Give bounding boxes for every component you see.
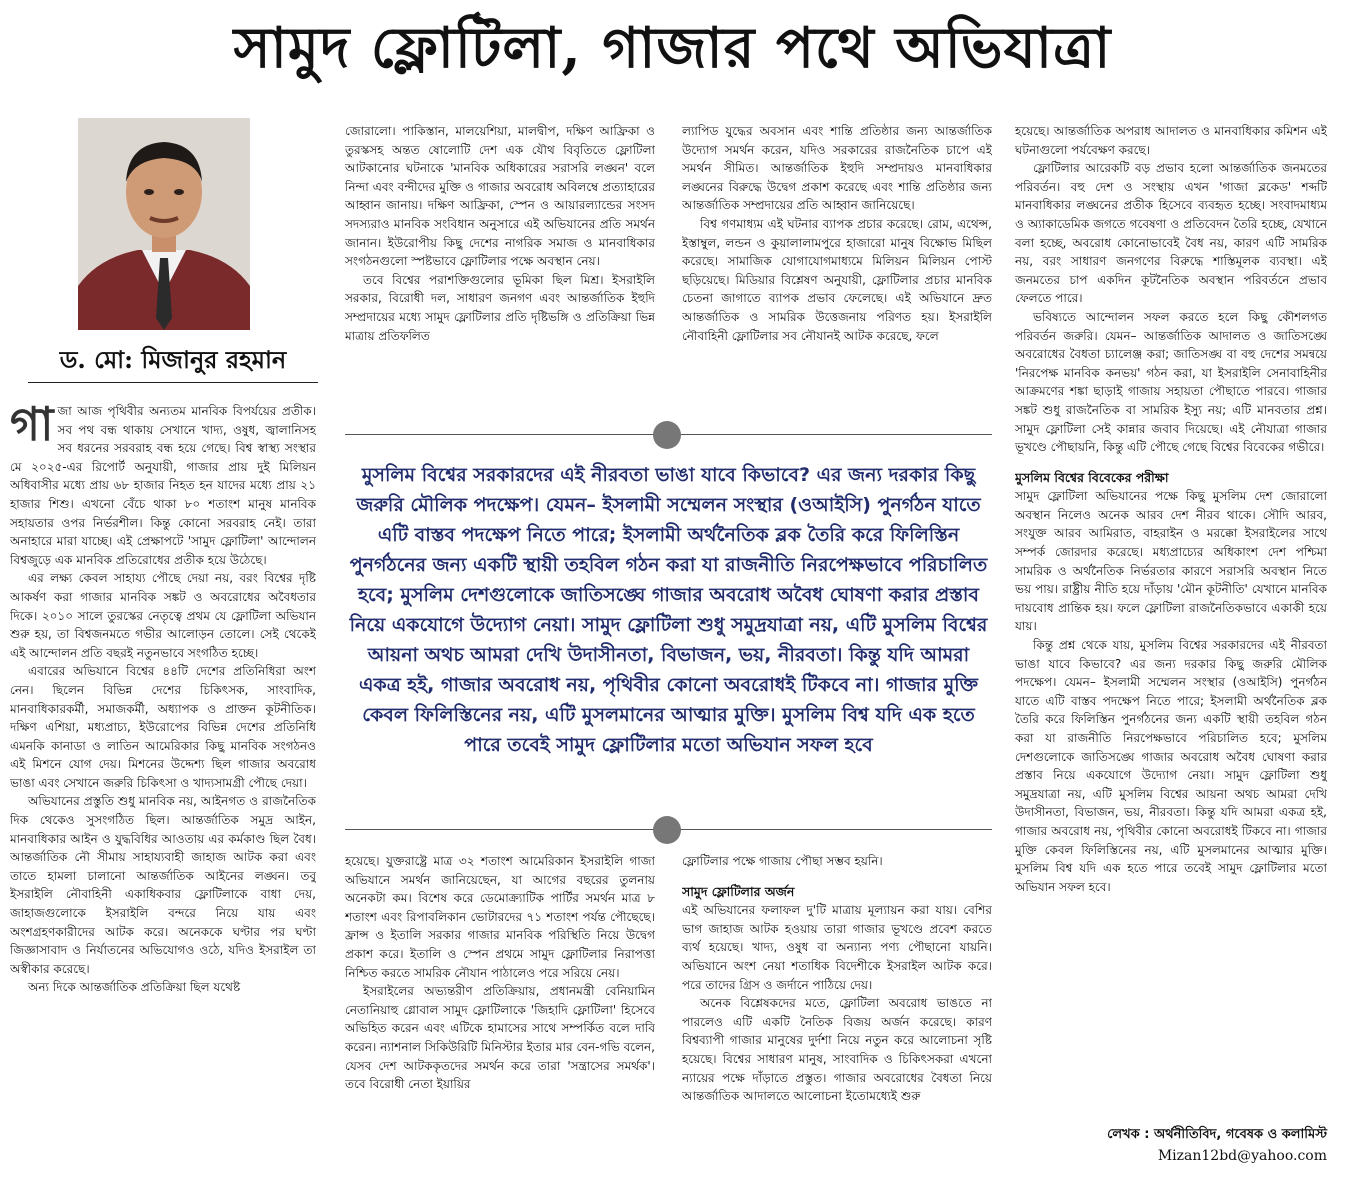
section-heading: মুসলিম বিশ্বের বিবেকের পরীক্ষা — [1015, 469, 1169, 485]
column-1 — [10, 402, 316, 1157]
divider-dot-icon — [653, 816, 681, 844]
divider-dot-icon — [653, 421, 681, 449]
paragraph: ফ্লোটিলার পক্ষে গাজায় পৌছা সম্ভব হয়নি। — [682, 854, 883, 868]
paragraph: কিন্তু প্রশ্ন থেকে যায়, মুসলিম বিশ্বের সরকারদের এই নীরবতা ভাঙা যাবে কিভাবে? এর জন্য দরকার কিছু জরুরি মৌলিক পদক্ষেপ। যেমন– ইসলামী সম্মেলন সংস্থার (ওআইসি) পুনর্গঠন যাতে এটি বাস্তব পদক্ষেপ নিতে পারে; ইসলামী অর্থনৈতিক ব্লক তৈরি করে ফিলিস্তিন পুনর্গঠনের জন্য একটি স্থায়ী তহবিল গঠন করা যা রাজনীতি নিরপেক্ষভাবে পরিচালিত হবে; মুসলিম দেশগুলোকে জাতিসঙ্ঘে গাজার অবরোধ অবৈধ ঘোষণা করার প্রস্তাব নিয়ে একযোগে উদ্যোগ নেয়া। সামুদ ফ্লোটিলা শুধু সমুদ্রযাত্রা নয়, এটি মুসলিম বিশ্বের আয়না অথচ আমরা দেখি উদাসীনতা, বিভাজন, ভয়, নীরবতা। কিন্তু যদি আমরা একত্র হই, গাজার অবরোধ নয়, পৃথিবীর কোনো অবরোধই টিকবে না। গাজার মুক্তি কেবল ফিলিস্তিনের নয়, এটি মুসলমানের আত্মার মুক্তি। মুসলিম বিশ্ব যদি এক হতে পারে তবেই সামুদ ফ্লোটিলার মতো অভিযান সফল হবে। — [1015, 638, 1327, 894]
paragraph: জোরালো। পাকিস্তান, মালয়েশিয়া, মালদ্বীপ, দক্ষিণ আফ্রিকা ও তুরস্কসহ অন্তত ষোলোটি দেশ এক যৌথ বিবৃতিতে ফ্লোটিলা আটকানোর ঘটনাকে 'মানবিক অধিকারের সরাসরি লঙ্ঘন' বলে নিন্দা এবং বন্দীদের মুক্তি ও গাজার অবরোধ অবিলম্বে প্রত্যাহারের আহ্বান জানায়। দক্ষিণ আফ্রিকা, স্পেন ও আয়ারল্যান্ডের সংসদ সদস্যরাও মানবিক সংবিধান অনুসারে এই অভিযানের প্রতি সমর্থন জানান। ইউরোপীয় কিছু দেশের নাগরিক সমাজ ও মানবাধিকার সংগঠনগুলো স্পষ্টভাবে ফ্লোটিলার পক্ষে অবস্থান নেয়। — [345, 124, 655, 269]
paragraph: অনেক বিশ্লেষকদের মতে, ফ্লোটিলা অবরোধ ভাঙতে না পারলেও এটি একটি নৈতিক বিজয় অর্জন করেছে। কারণ বিশ্বব্যাপী গাজার মানুষের দুর্দশা নিয়ে নতুন করে আলোচনা সৃষ্টি হয়েছে। বিশ্বের সাধারণ মানুষ, সাংবাদিক ও চিকিৎসকরা এখনো ন্যায়ের পক্ষে দাঁড়াতে প্রস্তুত। গাজার অবরোধের বৈধতা নিয়ে আন্তর্জাতিক আদালতে আলোচনা ইতোমধ্যেই শুরু — [682, 996, 992, 1104]
paragraph: ফ্লোটিলার আরেকটি বড় প্রভাব হলো আন্তর্জাতিক জনমতের পরিবর্তন। বহু দেশ ও সংস্থায় এখন 'গাজা ব্লকেড' শব্দটি মানবাধিকার লঙ্ঘনের প্রতীক হিসেবে ব্যবহৃত হচ্ছে। সংবাদমাধ্যম ও অ্যাকাডেমিক জগতে গবেষণা ও প্রতিবেদন তৈরি হচ্ছে, যেখানে বলা হচ্ছে, অবরোধ কোনোভাবেই বৈধ নয়, কারণ এটি সামরিক নয়, বরং সাধারণ জনগণের বিরুদ্ধে শাস্তিমূলক ব্যবস্থা। এই জনমতের চাপ একদিন কূটনৈতিক অবস্থান পরিবর্তনে প্রভাব ফেলতে পারে। — [1015, 161, 1327, 306]
author-email: Mizan12bd@yahoo.com — [1157, 1148, 1327, 1164]
author-byline: ড. মো: মিজানুর রহমান — [28, 342, 318, 383]
drop-cap: গা — [10, 402, 54, 451]
paragraph: তবে বিশ্বের পরাশক্তিগুলোর ভূমিকা ছিল মিশ্র। ইসরাইলি সরকার, বিরোধী দল, সাধারণ জনগণ এবং আন্তর্জাতিক ইহুদি সম্প্রদায়ের মধ্যে সামুদ ফ্লোটিলার প্রতি দৃষ্টিভঙ্গি ও প্রতিক্রিয়া ভিন্ন মাত্রায় প্রতিফলিত — [345, 272, 655, 343]
paragraph: বিশ্ব গণমাধ্যম এই ঘটনার ব্যাপক প্রচার করেছে। রোম, এথেন্স, ইস্তাম্বুল, লন্ডন ও কুয়ালালামপুরে হাজারো মানুষ বিক্ষোভ মিছিল করেছে। সামাজিক যোগাযোগমাধ্যমে মিলিয়ন মিলিয়ন পোস্ট ছড়িয়েছে। মিডিয়ার বিশ্লেষণ অনুযায়ী, ফ্লোটিলার প্রচার মানবিক চেতনা জাগাতে ব্যাপক প্রভাব ফেলেছে। এই অভিযানে দ্রুত আন্তর্জাতিক ও সামরিক উত্তেজনায় পরিণত হয়। ইসরাইলি নৌবাহিনী ফ্লোটিলার সব নৌযানই আটক করেছে, ফলে — [682, 216, 992, 343]
column-2-bottom — [345, 852, 655, 1162]
paragraph: ইসরাইলের অভ্যন্তরীণ প্রতিক্রিয়ায়, প্রধানমন্ত্রী বেনিয়ামিন নেতানিয়াহু গ্লোবাল সামুদ ফ্লোটিলাকে 'জিহাদি ফ্লোটিলা' হিসেবে অভিহিত করেন এবং এটিকে হামাসের সাথে সম্পর্কিত বলে দাবি করেন। ন্যাশনাল সিকিউরিটি মিনিস্টার ইতার মার বেন-গভি বলেন, যেসব দেশ আটককৃতদের সমর্থন করে তারা 'সন্ত্রাসের সমর্থক'। তবে বিরোধী নেতা ইয়ায়ির — [345, 984, 655, 1092]
paragraph-text: জা আজ পৃথিবীর অন্যতম মানবিক বিপর্যয়ের প্রতীক। সব পথ বন্ধ থাকায় সেখানে খাদ্য, ওষুধ, জ্বালানিসহ সব ধরনের সরবরাহ বন্ধ হয়ে গেছে। বিশ্ব স্বাস্থ্য সংস্থার মে ২০২৫-এর রিপোর্ট অনুযায়ী, গাজার প্রায় দুই মিলিয়ন অধিবাসীর মধ্যে প্রায় ৬৮ হাজার নিহত হন যাদের মধ্যে প্রায় ২১ হাজার শিশু। এখনো বেঁচে থাকা ৮০ শতাংশ মানুষ মানবিক সহায়তার ওপর নির্ভরশীল। কিন্তু কোনো সরবরাহ নেই। তারা অনাহারে মারা যাচ্ছে। এই প্রেক্ষাপটে 'সামুদ ফ্লোটিলা' আন্দোলন বিশ্বজুড়ে এক মানবিক প্রতিরোধের প্রতীক হয়ে উঠেছে। — [10, 404, 316, 567]
paragraph: এর লক্ষ্য কেবল সাহায্য পৌছে দেয়া নয়, বরং বিশ্বের দৃষ্টি আকর্ষণ করা গাজার মানবিক সঙ্কট ও অবরোধের অবৈধতার দিকে। ২০১০ সালে তুরস্কের নেতৃত্বে প্রথম যে ফ্লোটিলা অভিযান শুরু হয়, তা বিশ্বজনমতে গভীর আলোড়ন তোলে। সেই থেকেই এই আন্দোলন প্রতি বছরই নতুনভাবে সংগঠিত হচ্ছে। — [10, 571, 316, 660]
divider-top — [345, 420, 992, 450]
paragraph: এই অভিযানের ফলাফল দু'টি মাত্রায় মূল্যায়ন করা যায়। বেশির ভাগ জাহাজ আটক হওয়ায় তারা গাজার ভূখণ্ডে প্রবেশ করতে ব্যর্থ হয়েছে। খাদ্য, ওষুধ বা অন্যান্য পণ্য পৌছানো যায়নি। অভিযানে অংশ নেয়া শতাধিক বিদেশীকে ইসরাইল আটক করে। পরে তাদের গ্রিস ও জর্দানে পাঠিয়ে দেয়। — [682, 903, 992, 992]
author-portrait-image — [78, 118, 250, 330]
pull-quote: মুসলিম বিশ্বের সরকারদের এই নীরবতা ভাঙা যাবে কিভাবে? এর জন্য দরকার কিছু জরুরি মৌলিক পদক্ষেপ। যেমন– ইসলামী সম্মেলন সংস্থার (ওআইসি) পুনর্গঠন যাতে এটি বাস্তব পদক্ষেপ নিতে পারে; ইসলামী অর্থনৈতিক ব্লক তৈরি করে ফিলিস্তিন পুনর্গঠনের জন্য একটি স্থায়ী তহবিল গঠন করা যা রাজনীতি নিরপেক্ষভাবে পরিচালিত হবে; মুসলিম দেশগুলোকে জাতিসঙ্ঘে গাজার অবরোধ অবৈধ ঘোষণা করার প্রস্তাব নিয়ে একযোগে উদ্যোগ নেয়া। সামুদ ফ্লোটিলা শুধু সমুদ্রযাত্রা নয়, এটি মুসলিম বিশ্বের আয়না অথচ আমরা দেখি উদাসীনতা, বিভাজন, ভয়, নীরবতা। কিন্তু যদি আমরা একত্র হই, গাজার অবরোধ নয়, পৃথিবীর কোনো অবরোধই টিকবে না। গাজার মুক্তি কেবল ফিলিস্তিনের নয়, এটি মুসলমানের আত্মার মুক্তি। মুসলিম বিশ্ব যদি এক হতে পারে তবেই সামুদ ফ্লোটিলার মতো অভিযান সফল হবে — [349, 464, 988, 756]
section-heading: সামুদ ফ্লোটিলার অর্জন — [682, 883, 795, 899]
author-credit: লেখক : অর্থনীতিবিদ, গবেষক ও কলামিস্ট — [1107, 1127, 1327, 1142]
paragraph: অভিযানের প্রস্তুতি শুধু মানবিক নয়, আইনগত ও রাজনৈতিক দিক থেকেও সুসংগঠিত ছিল। আন্তর্জাতিক সমুদ্র আইন, মানবাধিকার আইন ও যুদ্ধবিধির আওতায় এর কর্মকাণ্ড ছিল বৈধ। আন্তর্জাতিক নৌ সীমায় সাহায্যবাহী জাহাজ আটক করা এবং তাতে হামলা চালানো আন্তর্জাতিক আইনের লঙ্ঘন। তবু ইসরাইলি নৌবাহিনী একাধিকবার ফ্লোটিলাকে বাধা দেয়, জাহাজগুলোকে ইসরাইলি বন্দরে নিয়ে যায় এবং অংশগ্রহণকারীদের আটক করে। অনেককে ঘণ্টার পর ঘণ্টা জিজ্ঞাসাবাদ ও নির্যাতনের অভিযোগও ওঠে, যদিও ইসরাইল তা অস্বীকার করেছে। — [10, 794, 316, 976]
paragraph: সামুদ ফ্লোটিলা অভিযানের পক্ষে কিছু মুসলিম দেশ জোরালো অবস্থান নিলেও অনেক আরব দেশ নীরব থাকে। সৌদি আরব, সংযুক্ত আরব আমিরাত, বাহরাইন ও মরক্কো ইসরাইলের সাথে সম্পর্ক জোরদার করেছে। মধ্যপ্রাচ্যের অধিকাংশ দেশ পশ্চিমা সামরিক ও অর্থনৈতিক নির্ভরতার কারণে সরাসরি অবস্থান নিতে ভয় পায়। রাষ্ট্রীয় নীতি হয়ে দাঁড়ায় 'মৌন কূটনীতি' যেখানে মানবিক দায়বোধ প্রান্তিক হয়। ফলে ফ্লোটিলা রাজনৈতিকভাবে একাকী হয়ে যায়। — [1015, 489, 1327, 634]
column-3-bottom — [682, 852, 992, 1162]
headline: সামুদ ফ্লোটিলা, গাজার পথে অভিযাত্রা — [233, 15, 1112, 81]
author-photo — [78, 118, 250, 330]
column-4 — [1015, 122, 1327, 1120]
paragraph: অন্য দিকে আন্তর্জাতিক প্রতিক্রিয়া ছিল যথেষ্ট — [28, 980, 241, 995]
paragraph: ভবিষ্যতে আন্দোলন সফল করতে হলে কিছু কৌশলগত পরিবর্তন জরুরি। যেমন– আন্তর্জাতিক আদালত ও জাতিসঙ্ঘে অবরোধের বৈধতা চ্যালেঞ্জ করা; জাতিসঙ্ঘ বা বহু দেশের সমন্বয়ে 'নিরপেক্ষ মানবিক কনভয়' গঠন করা, যা ইসরাইলি সেনাবাহিনীর আক্রমণের শঙ্কা ছাড়াই গাজায় সহায়তা পৌছাতে পারবে। গাজার সঙ্কট শুধু রাজনৈতিক বা সামরিক ইস্যু নয়; এটি মানবতার প্রশ্ন। সামুদ ফ্লোটিলা সেই কান্নার জবাব দিয়েছে। এই নৌযাত্রা গাজার ভূখণ্ডে পৌছায়নি, কিন্তু এটি পৌছে গেছে বিশ্বের বিবেকের গভীরে। — [1015, 309, 1327, 455]
column-3-top — [682, 122, 992, 412]
paragraph: এবারের অভিযানে বিশ্বের ৪৪টি দেশের প্রতিনিধিরা অংশ নেন। ছিলেন বিভিন্ন দেশের চিকিৎসক, সাংবাদিক, মানবাধিকারকর্মী, সমাজকর্মী, অধ্যাপক ও প্রাক্তন কূটনীতিক। দক্ষিণ এশিয়া, মধ্যপ্রাচ্য, ইউরোপের বিভিন্ন দেশের প্রতিনিধি এমনকি কানাডা ও লাতিন আমেরিকার কিছু মানবিক সংগঠনও এই মিশনে যোগ দেয়। মিশনের উদ্দেশ্য ছিল গাজার অবরোধ ভাঙা এবং সেখানে জরুরি চিকিৎসা ও খাদ্যসামগ্রী পৌছে দেয়া। — [10, 664, 316, 790]
paragraph — [10, 402, 316, 569]
paragraph: হয়েছে। যুক্তরাষ্ট্রে মাত্র ৩২ শতাংশ আমেরিকান ইসরাইলি গাজা অভিযানে সমর্থন জানিয়েছেন, যা আগের বছরের তুলনায় অনেকটা কম। বিশেষ করে ডেমোক্র্যাটিক পার্টির সমর্থন মাত্র ৮ শতাংশ এবং রিপাবলিকান ভোটারদের ৭১ শতাংশ পর্যন্ত পৌছেছে। ফ্রান্স ও ইতালি সরকার গাজার মানবিক পরিস্থিতি নিয়ে উদ্বেগ প্রকাশ করে। ইতালি ও স্পেন প্রথমে সামুদ ফ্লোটিলার নিরাপত্তা নিশ্চিত করতে সামরিক নৌযান পাঠালেও পরে সরিয়ে নেয়। — [345, 854, 655, 980]
divider-bottom — [345, 815, 992, 845]
paragraph: ল্যাপিড যুদ্ধের অবসান এবং শান্তি প্রতিষ্ঠার জন্য আন্তর্জাতিক উদ্যোগ সমর্থন করেন, যদিও সরকারের রাজনৈতিক চাপে এই সমর্থন সীমিত। আন্তর্জাতিক ইহুদি সম্প্রদায়ও মানবাধিকার লঙ্ঘনের বিরুদ্ধে উদ্বেগ প্রকাশ করেছে এবং শান্তি প্রতিষ্ঠার জন্য আন্তর্জাতিক সম্প্রদায়ের প্রতি আহ্বান জানিয়েছে। — [682, 124, 992, 213]
paragraph: হয়েছে। আন্তর্জাতিক অপরাধ আদালত ও মানবাধিকার কমিশন এই ঘটনাগুলো পর্যবেক্ষণ করছে। — [1015, 124, 1327, 157]
column-2-top — [345, 122, 655, 412]
